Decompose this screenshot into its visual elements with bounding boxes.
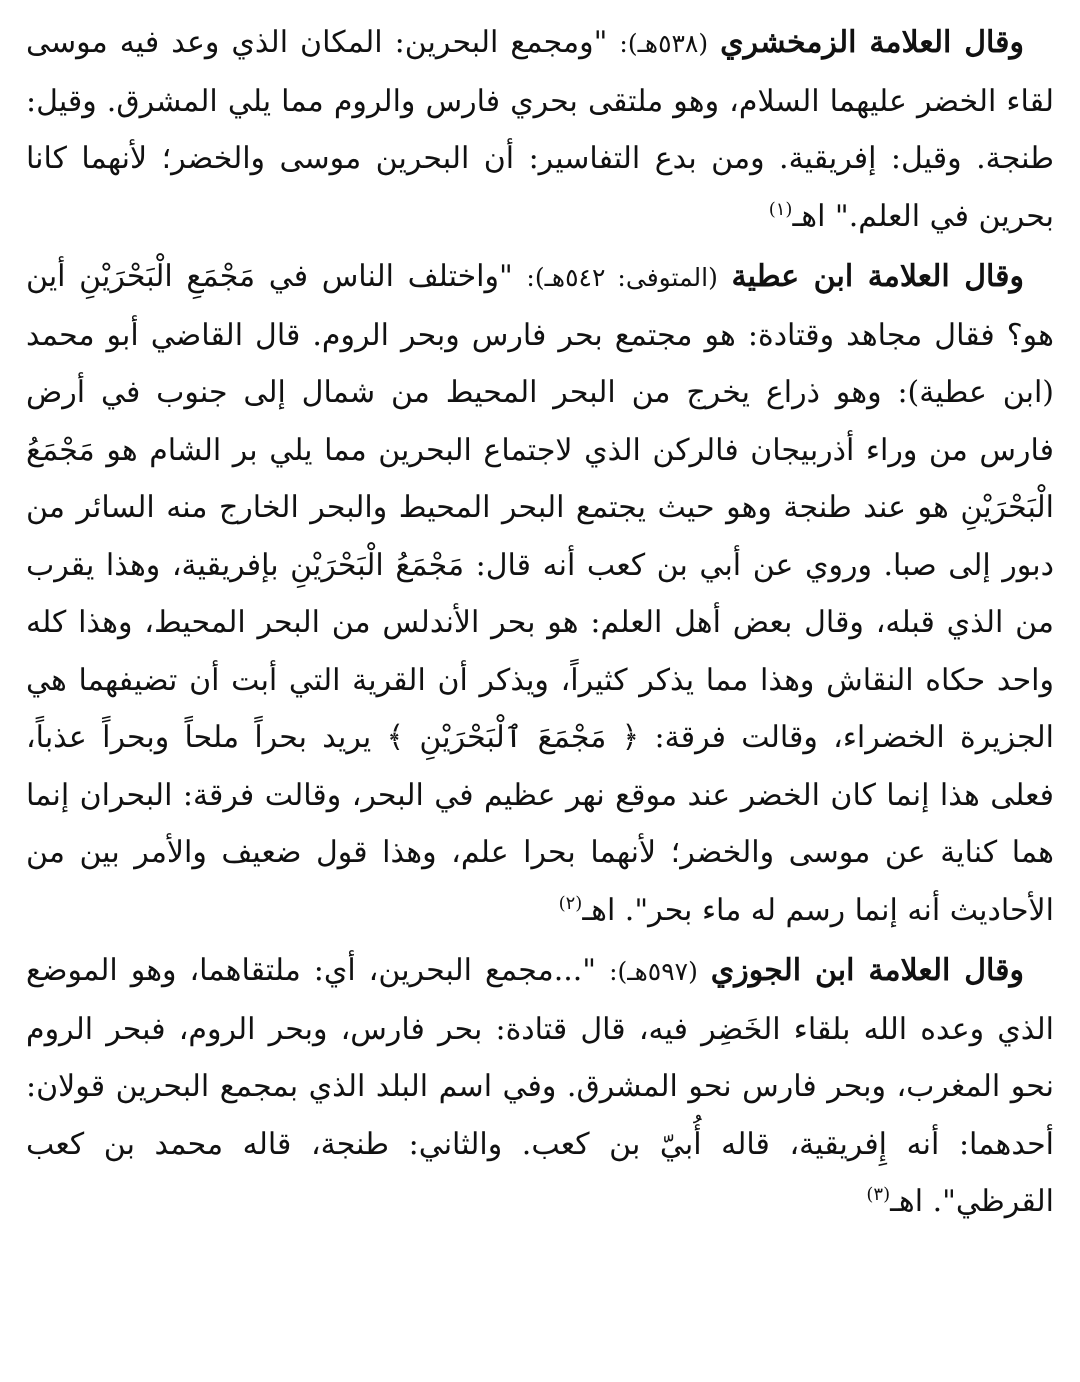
death-date: (المتوفى: ٥٤٢هـ): <box>526 263 718 292</box>
footnote-marker: (٢) <box>558 892 583 914</box>
footnote-marker: (٣) <box>866 1184 891 1205</box>
death-date: (٥٣٨هـ): <box>619 29 709 58</box>
death-date: (٥٩٧هـ): <box>609 957 698 986</box>
quote-text: "ومجمع البحرين: المكان الذي وعد فيه موسى لقاء الخضر عليهما السلام، وهو ملتقى بحري فارس والروم مما يلي المشرق. وقيل: طنجة. وقيل: إفريقية. ومن بدع التفاسير: أن البحرين موسى والخضر؛ لأنهما كانا بحرين في العلم." اهـ <box>26 25 1054 234</box>
quote-ibn-atiyya <box>26 248 1054 939</box>
quote-ibn-al-jawzi <box>26 942 1054 1231</box>
footnote-marker: (١) <box>768 198 793 220</box>
quote-zamakhshari <box>26 14 1054 245</box>
author-name: وقال العلامة الزمخشري <box>720 25 1025 60</box>
author-name: وقال العلامة ابن الجوزي <box>710 953 1024 988</box>
quote-text: "...مجمع البحرين، أي: ملتقاهما، وهو الموضع الذي وعده الله بلقاء الخَضِر فيه، قال قتادة: بحر فارس، وبحر الروم، فبحر الروم نحو المغرب، وبحر فارس نحو المشرق. وفي اسم البلد الذي بمجمع البحرين قولان: أحدهما: أنه إِفريقية، قاله أُبيّ بن كعب. والثاني: طنجة، قاله محمد بن كعب القرظي". اهـ <box>26 953 1054 1219</box>
quote-text: "واختلف الناس في مَجْمَعِ الْبَحْرَيْنِ أين هو؟ فقال مجاهد وقتادة: هو مجتمع بحر فارس وبحر الروم. قال القاضي أبو محمد (ابن عطية): وهو ذراع يخرج من البحر المحيط من شمال إلى جنوب في أرض فارس من وراء أذربيجان فالركن الذي لاجتماع البحرين مما يلي بر الشام هو مَجْمَعُ الْبَحْرَيْنِ هو عند طنجة وهو حيث يجتمع البحر المحيط والبحر الخارج منه السائر من دبور إلى صبا. وروي عن أبي بن كعب أنه قال: مَجْمَعُ الْبَحْرَيْنِ بإفريقية، وهذا يقرب من الذي قبله، وقال بعض أهل العلم: هو بحر الأندلس من البحر المحيط، وهذا كله واحد حكاه النقاش وهذا مما يذكر كثيراً، ويذكر أن القرية التي أبت أن تضيفهما هي الجزيرة الخضراء، وقالت فرقة: ﴿ مَجْمَعَ ٱلْبَحْرَيْنِ ﴾ يريد بحراً ملحاً وبحراً عذباً، فعلى هذا إنما كان الخضر عند موقع نهر عظيم في البحر، وقالت فرقة: البحران إنما هما كناية عن موسى والخضر؛ لأنهما بحرا علم، وهذا قول ضعيف والأمر بين من الأحاديث أنه إنما رسم له ماء بحر". اهـ <box>26 259 1055 928</box>
author-name: وقال العلامة ابن عطية <box>731 259 1024 294</box>
